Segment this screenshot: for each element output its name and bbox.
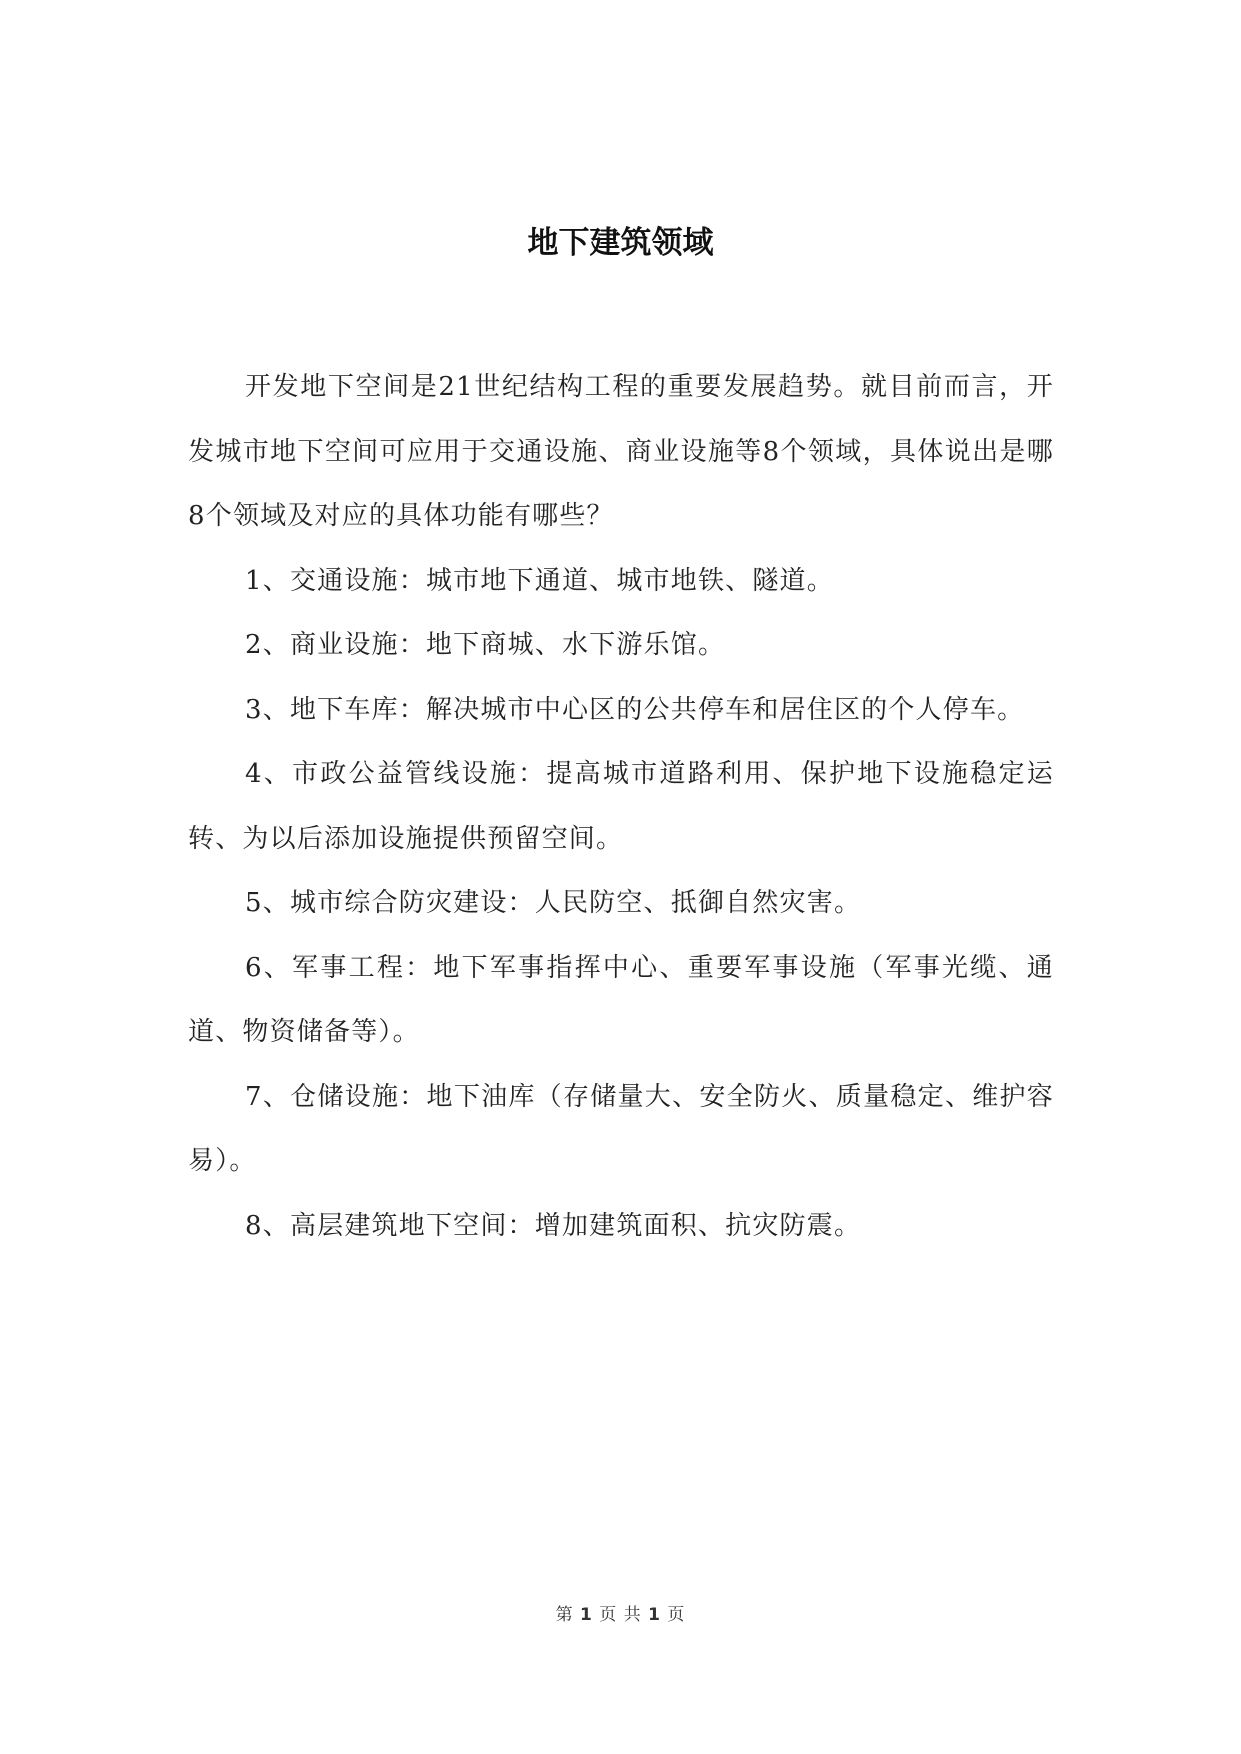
intro-paragraph: 开发地下空间是21世纪结构工程的重要发展趋势。就目前而言，开发城市地下空间可应用于交通设施、商业设施等8个领域，具体说出是哪8个领域及对应的具体功能有哪些？: [188, 372, 1054, 531]
footer-total-pages: 1: [648, 1605, 661, 1625]
list-item: 8、高层建筑地下空间：增加建筑面积、抗灾防震。: [245, 1210, 862, 1241]
document-title: 地下建筑领域: [527, 225, 714, 261]
list-item: 2、商业设施：地下商城、水下游乐馆。: [245, 630, 726, 660]
document-body: [188, 355, 1054, 1258]
footer-prefix: 第: [555, 1605, 574, 1625]
list-item: 3、地下车库：解决城市中心区的公共停车和居住区的个人停车。: [245, 694, 1025, 725]
list-item: 6、军事工程：地下军事指挥中心、重要军事设施（军事光缆、通道、物资储备等）。: [188, 952, 1054, 1047]
footer-suffix: 页: [667, 1605, 686, 1625]
page-footer: [0, 1600, 1241, 1625]
list-item: 4、市政公益管线设施：提高城市道路利用、保护地下设施稳定运转、为以后添加设施提供预留空间。: [188, 759, 1054, 854]
footer-page-number: 1: [580, 1605, 593, 1625]
list-item: 7、仓储设施：地下油库（存储量大、安全防火、质量稳定、维护容易）。: [188, 1081, 1054, 1176]
footer-middle: 页 共: [599, 1605, 642, 1625]
list-item: 1、交通设施：城市地下通道、城市地铁、隧道。: [245, 565, 834, 596]
list-item: 5、城市综合防灾建设：人民防空、抵御自然灾害。: [245, 888, 862, 918]
